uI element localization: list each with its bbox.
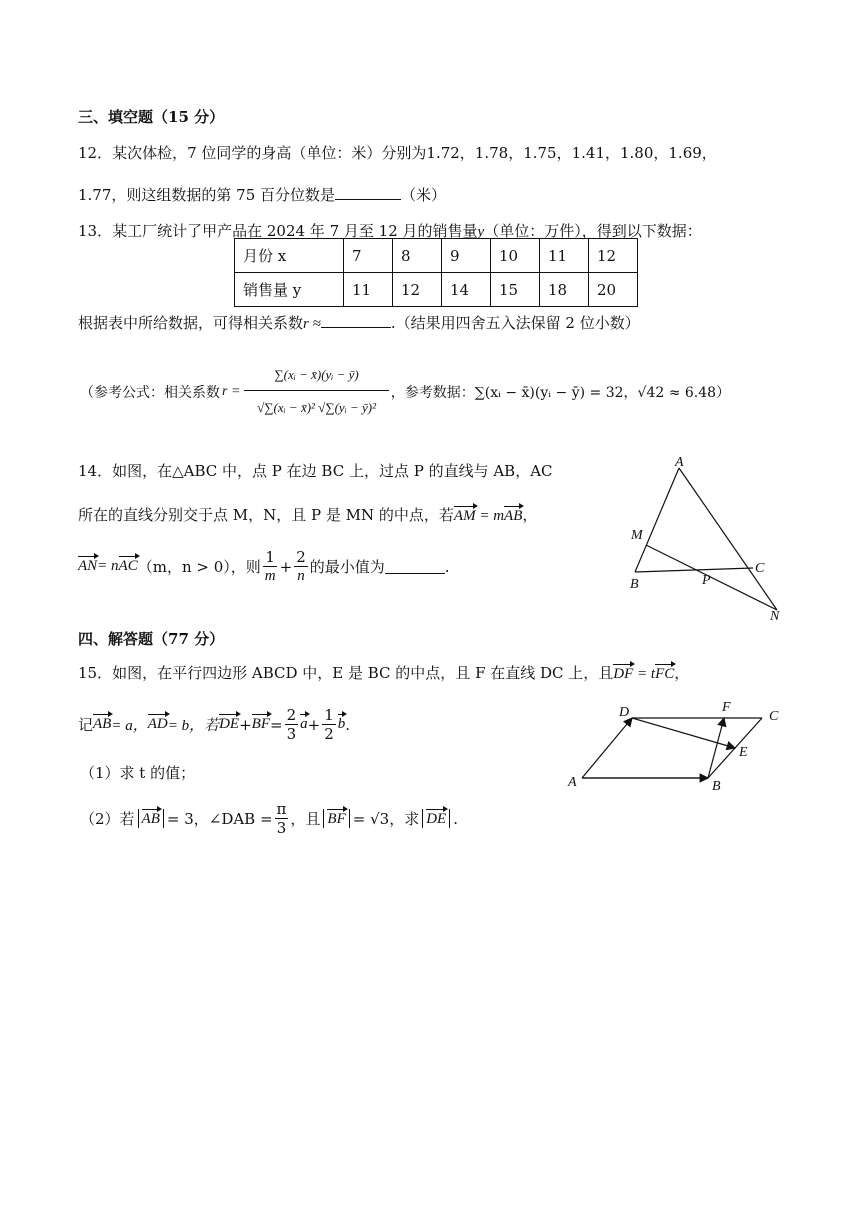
- vector-ad: AD: [147, 716, 168, 732]
- table-cell: 14: [442, 273, 491, 307]
- frac-num: 2: [286, 706, 297, 724]
- q12-unit: （米）: [401, 186, 447, 204]
- q14-tail: 的最小值为: [309, 558, 385, 576]
- q15-line2: [78, 706, 350, 743]
- label-f: F: [722, 700, 731, 715]
- q12-answer-blank[interactable]: [335, 185, 401, 200]
- vector-ac: AC: [118, 558, 138, 574]
- table-cell: 11: [344, 273, 393, 307]
- q13-text: 13．某工厂统计了甲产品在 2024 年 7 月至 12 月的销售量: [78, 222, 478, 240]
- plus-sign: +: [239, 715, 252, 734]
- correlation-formula: [244, 360, 388, 425]
- table-cell: 15: [491, 273, 540, 307]
- q14-line3: AN = n AC （m，n > 0），则 $\frac{1}{m}$ + $\frac{2}{n}$ 的最小值为 .: [78, 548, 450, 584]
- vector-fc: FC: [655, 666, 675, 682]
- q13-reference-formula: [80, 352, 730, 432]
- q15-eq-t: = t: [633, 666, 656, 682]
- q14-triangle-figure: [615, 452, 795, 622]
- part2-period: .: [453, 809, 458, 828]
- vector-an: AN: [78, 558, 98, 574]
- fraction-2-over-n: [294, 548, 308, 585]
- part2-find: = √3，求: [352, 810, 420, 828]
- table-cell: 20: [589, 273, 638, 307]
- q15-text: 15．如图，在平行四边形 ABCD 中，E 是 BC 的中点，且 F 在直线 DC 上，且: [78, 664, 614, 682]
- table-cell: 11: [540, 239, 589, 273]
- q15-comma: ，: [674, 664, 690, 682]
- eq-b: = b，若: [167, 718, 220, 734]
- frac-num: 2: [296, 548, 306, 566]
- table-cell: 7: [344, 239, 393, 273]
- frac-den: 3: [276, 819, 287, 837]
- plus-sign: +: [307, 715, 321, 734]
- label-d: D: [619, 705, 630, 720]
- frac-den: 2: [324, 725, 334, 743]
- table-cell: 销售量 y: [235, 273, 344, 307]
- label-b: B: [712, 779, 721, 794]
- q13-text-2: 根据表中所给数据，可得相关系数: [78, 314, 304, 332]
- table-cell: 8: [393, 239, 442, 273]
- label-e: E: [739, 745, 748, 760]
- q12-line1: 12．某次体检，7 位同学的身高（单位：米）分别为1.72，1.78，1.75，1.41，1.80，1.69，: [78, 144, 717, 162]
- abs-de: [422, 809, 450, 828]
- fraction-1-over-m: [263, 548, 278, 585]
- abs-bf: [323, 809, 349, 828]
- frac-den: m: [264, 568, 276, 584]
- q13-text-b: （单位：万件），得到以下数据：: [484, 222, 702, 240]
- q13-r-approx: r ≈: [303, 316, 321, 332]
- vector-df: DF: [613, 666, 634, 682]
- label-a: A: [675, 455, 684, 470]
- ref-label: （参考公式：相关系数: [80, 385, 220, 401]
- section-title-solve: 四、解答题（77 分）: [78, 630, 225, 648]
- table-cell: 10: [491, 239, 540, 273]
- part2-eq: = 3，∠DAB =: [166, 810, 273, 828]
- label-c: C: [769, 709, 779, 724]
- vector-ab: AB: [93, 716, 112, 732]
- table-cell: 12: [393, 273, 442, 307]
- vector-bf: BF: [327, 811, 346, 827]
- frac-num: 1: [324, 706, 334, 724]
- q15-part1: （1）求 t 的值；: [80, 764, 196, 782]
- table-cell: 12: [589, 239, 638, 273]
- q15-parallelogram-figure: [562, 694, 792, 798]
- frac-num: 1: [265, 548, 275, 566]
- q14-line1: 14．如图，在△ABC 中，点 P 在边 BC 上，过点 P 的直线与 AB，AC: [78, 462, 553, 480]
- q12-line2: [78, 184, 446, 205]
- part2-and: ，且: [290, 810, 321, 828]
- q14-text: 所在的直线分别交于点 M，N，且 P 是 MN 的中点，若: [78, 506, 454, 524]
- q14-answer-blank[interactable]: [385, 559, 445, 574]
- label-m: M: [631, 528, 643, 543]
- q15-text-2: 记: [78, 716, 94, 734]
- q14-eq-n: = n: [97, 558, 119, 574]
- ref-data: ，参考数据：∑(xᵢ − x̄)(yᵢ − ȳ) = 32，√42 ≈ 6.48）: [390, 385, 731, 401]
- table-row: [235, 273, 638, 307]
- vector-de: DE: [219, 716, 240, 732]
- table-cell: 月份 x: [235, 239, 344, 273]
- q15-part2: [80, 800, 458, 837]
- abs-ab: [138, 809, 164, 828]
- label-a: A: [568, 775, 577, 790]
- vector-ab: AB: [504, 508, 523, 524]
- frac-num: π: [276, 800, 287, 818]
- vector-am: AM: [453, 508, 476, 524]
- q13-data-table: [234, 238, 638, 307]
- fraction-1-2: [322, 706, 336, 743]
- label-c: C: [755, 561, 765, 576]
- table-row: [235, 239, 638, 273]
- eq-a: = a，: [111, 718, 148, 734]
- frac-den: n: [297, 568, 305, 584]
- ref-r: r =: [222, 384, 241, 399]
- label-n: N: [770, 609, 780, 622]
- q14-line2: [78, 504, 537, 525]
- q13-answer-blank[interactable]: [321, 313, 391, 328]
- q15-line1: [78, 662, 689, 683]
- part2-text: （2）若: [80, 810, 135, 828]
- formula-numerator: ∑(xᵢ − x̄)(yᵢ − ȳ): [244, 360, 388, 391]
- table-cell: 9: [442, 239, 491, 273]
- label-b: B: [630, 577, 639, 592]
- vector-a: a: [300, 716, 308, 732]
- q14-comma: ，: [522, 506, 538, 524]
- q13-line2: [78, 312, 640, 333]
- equals-sign: =: [270, 715, 283, 734]
- period: .: [345, 715, 351, 734]
- q14-eq-m: = m: [475, 508, 505, 524]
- q13-var-y: y: [477, 224, 485, 240]
- vector-de: DE: [426, 811, 447, 827]
- section-title-fill-in: 三、填空题（15 分）: [78, 108, 225, 126]
- vector-bf: BF: [251, 716, 270, 732]
- fraction-pi-3: [275, 800, 289, 837]
- vector-b: b: [337, 716, 346, 732]
- frac-den: 3: [286, 725, 297, 743]
- formula-denominator: √∑(xᵢ − x̄)² √∑(yᵢ − ȳ)²: [257, 399, 377, 415]
- vector-ab: AB: [141, 811, 160, 827]
- label-p: P: [702, 573, 711, 588]
- plus-sign: +: [279, 557, 293, 576]
- q12-text: 1.77，则这组数据的第 75 百分位数是: [78, 186, 336, 204]
- q14-condition: （m，n > 0），则: [137, 558, 261, 576]
- fraction-2-3: [285, 706, 299, 743]
- q13-text-2b: .（结果用四舍五入法保留 2 位小数）: [390, 314, 640, 332]
- table-cell: 18: [540, 273, 589, 307]
